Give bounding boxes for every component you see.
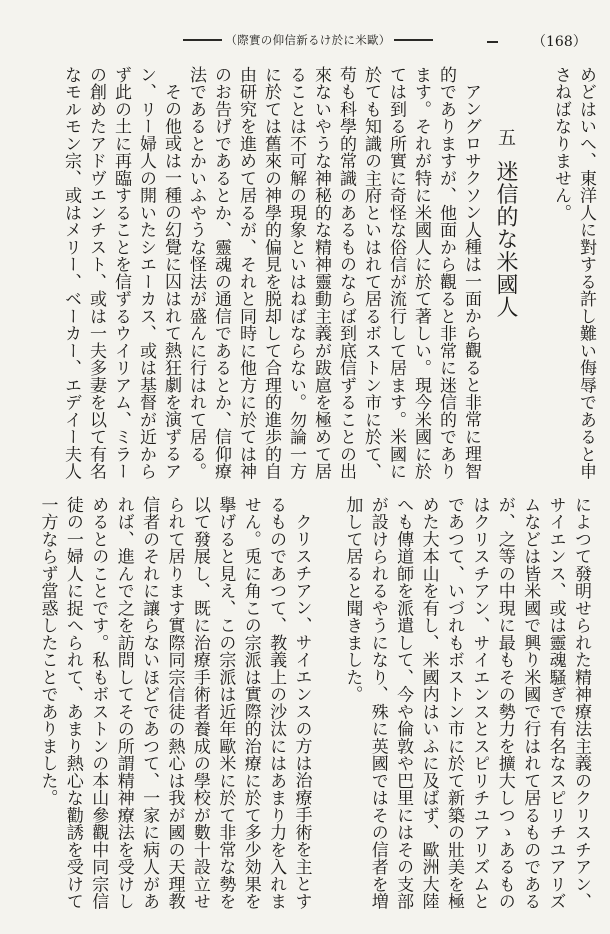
text-column: が、之等の中現に最もその勢力を擴大しつゝあるもの [494, 496, 515, 910]
text-column: によつて發明せられた精神療法主義のクリスチアン、 [571, 496, 591, 910]
page-number: （168） [532, 34, 587, 50]
text-column: ることは不可解の現象といはねばならない。勿論一方 [286, 66, 306, 480]
text-column: はクリスチアン、サイエンスとスピリチユアリズムと [469, 496, 490, 910]
text-column: めた大本山を有し、米國内はいふに及ばず、歐洲大陸 [418, 496, 439, 910]
text-column: ず此の土に再臨することを信ずるウイリアム、ミラー [111, 66, 131, 480]
section-number: 五 [495, 128, 516, 146]
running-header [180, 32, 436, 48]
text-column: が設けられるやうになり、殊に英國ではその信者を増 [367, 496, 388, 910]
text-column: 苟も科學的常識のあるものならば到底信ずることの出 [336, 66, 356, 480]
text-column: めるとのことです。私もボストンの本山參觀中同宗信 [88, 496, 109, 910]
paragraph-gap [314, 496, 339, 910]
text-column: のお告げであるとか、靈魂の通信であるとか、信仰療 [211, 66, 231, 480]
section-title: 迷信的な米國人 [493, 160, 518, 319]
text-column: 以て發展し、既に治療手術者養成の學校が數十設立せ [189, 496, 210, 910]
text-column: 擧げると見え、この宗派は近年歐米に於て非常な勢を [215, 496, 236, 910]
text-column: の創めたアドヴエンチスト、或は一夫多妻を以て有名 [86, 66, 106, 480]
header-dash [487, 41, 498, 43]
text-column: 徒の一婦人に捉へられて、あまり熱心な勸誘を受けて [62, 496, 83, 910]
text-column: れば、進んで之を訪問してその所謂精神療法を受けし [113, 496, 134, 910]
text-column: ては到る所實に奇怪な俗信が流行して居ます。米國に [386, 66, 406, 480]
upper-tier-text [46, 66, 598, 480]
text-column: 於ても知識の主府といはれて居るボストン市に於て、 [361, 66, 381, 480]
lower-tier-text [33, 496, 593, 910]
header-rule-left [183, 39, 222, 41]
text-column: さねばなりません。 [551, 66, 571, 222]
header-rule-right [394, 39, 433, 41]
text-column: なモルモン宗、或はメリー、ベーカー、エデイー夫人 [61, 66, 81, 480]
text-column: 法であるとかいふやうな怪法が盛んに行はれて居る。 [186, 66, 206, 480]
text-column: アングロサクソン人種は一面から觀ると非常に理智 [461, 83, 481, 480]
text-column: に於ては舊來の神學的偏見を脱却して合理的進歩的自 [261, 66, 281, 480]
text-column: 的でありますが、他面から觀ると非常に迷信的であり [436, 66, 456, 480]
text-column: その他或は一種の幻覺に囚はれて熱狂劇を演ずるア [161, 83, 181, 480]
text-column: 來ないやうな神秘的な精神靈動主義が跋扈を極めて居 [311, 66, 331, 480]
text-column: ン、リー婦人の開いたシエーカス、或は基督が近から [136, 66, 156, 480]
text-column: られて居ります實際同宗信徒の熱心は我が國の天理教 [164, 496, 185, 910]
text-column: 信者のそれに讓らないほどであつて、一家に病人があ [139, 496, 160, 910]
text-column: 由研究を進めて居るが、それと同時に他方に於ては神 [236, 66, 256, 480]
text-column: ムなどは皆米國で興り米國で行はれて居るものである [520, 496, 541, 910]
text-column: めどはいへ、東洋人に對する許し難い侮辱であると申 [576, 66, 596, 480]
running-title: （歐米に於ける新信仰の實際） [225, 33, 391, 47]
text-column: せん。兎に角この宗派は實際的治療に於て多少効果を [240, 496, 261, 910]
text-column: 一方ならず當惑したことでありました。 [37, 496, 58, 807]
text-column: クリスチアン、サイエンスの方は治療手術を主とす [291, 513, 312, 910]
text-column: るものであつて、教義上の沙汰にはあまり力を入れま [266, 496, 287, 910]
text-column: サイエンス、或は靈魂騷ぎで有名なスピリチユアリズ [545, 496, 566, 910]
text-column: であつて、いづれもボストン市に於て新築の壯美を極 [443, 496, 464, 910]
section-heading [483, 66, 548, 480]
text-column: へも傳道師を派遣して、今や倫敦や巴里にはその支部 [393, 496, 414, 910]
text-column: ます。それが特に米國人に於て著しい。現今米國に於 [411, 66, 431, 480]
text-column: 加して居ると聞きました。 [342, 496, 363, 703]
